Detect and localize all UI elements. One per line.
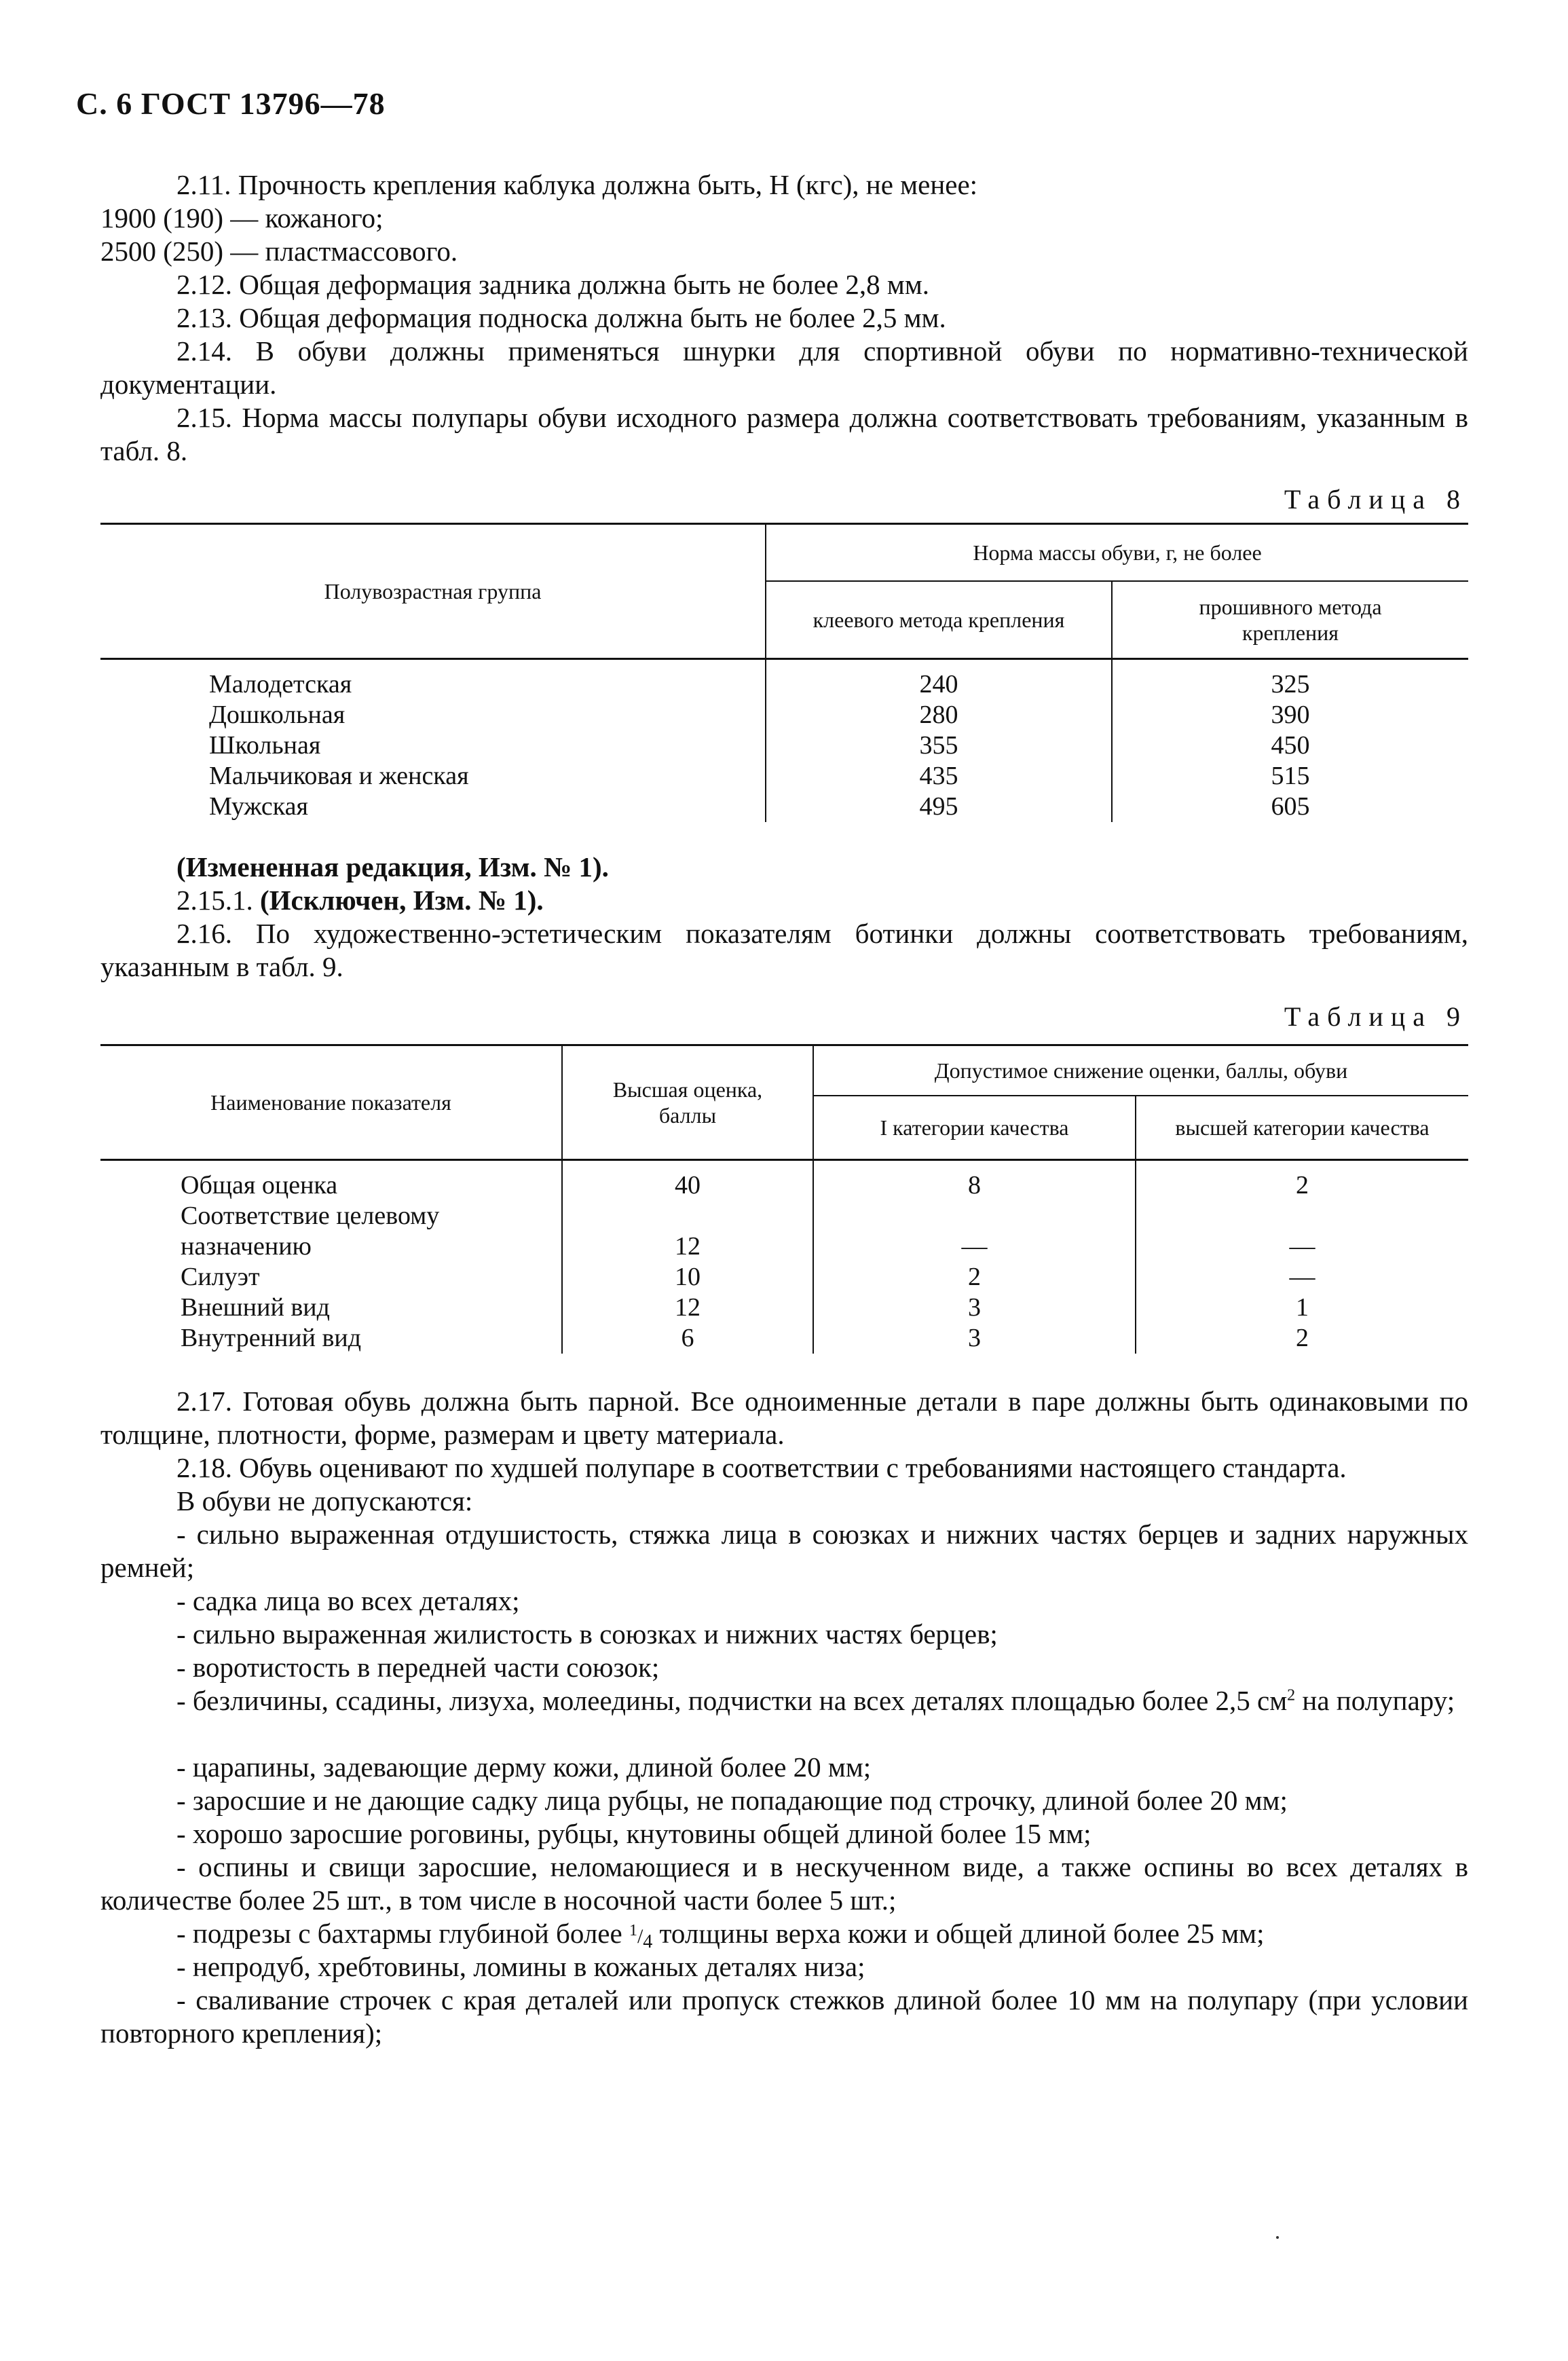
superscript: 2 xyxy=(1287,1686,1296,1705)
table8-row-stitch: 325 xyxy=(1112,669,1468,700)
table8-row xyxy=(100,761,1468,792)
table9-row xyxy=(100,1323,1468,1354)
table9-indicator-header: Наименование показателя xyxy=(210,1090,451,1115)
table9-row-cat1: — xyxy=(813,1201,1136,1262)
table8-row-glue: 495 xyxy=(766,792,1112,822)
page-header: С. 6 ГОСТ 13796—78 xyxy=(76,86,386,121)
table9-row-cat1: 8 xyxy=(813,1170,1136,1201)
para-2-11-leather: 1900 (190) — кожаного; xyxy=(100,202,384,234)
defect-item: - непродуб, хребтовины, ломины в кожаных деталях низа; xyxy=(176,1951,865,1982)
table9-row-name: Внешний вид xyxy=(181,1293,330,1322)
table9-row-topcat: 1 xyxy=(1136,1293,1468,1323)
not-allowed-intro: В обуви не допускаются: xyxy=(176,1485,473,1517)
defect-item xyxy=(100,1684,1468,1717)
table9-row-max: 12 xyxy=(562,1293,813,1323)
table9-row xyxy=(100,1201,1468,1262)
defect-item-text: на полупару; xyxy=(1295,1685,1455,1716)
para-2-11-plastic: 2500 (250) — пластмассового. xyxy=(100,236,458,267)
table8-row-glue: 280 xyxy=(766,700,1112,730)
table9-row-name: Соответствие целевому назначению xyxy=(181,1202,440,1261)
table8-row xyxy=(100,700,1468,730)
table9-row-name: Внутренний вид xyxy=(181,1324,362,1352)
fraction-numerator: 1 xyxy=(629,1922,637,1939)
table9-row-max: 10 xyxy=(562,1262,813,1293)
defect-item: - хорошо заросшие роговины, рубцы, кнутовины общей длиной более 15 мм; xyxy=(176,1818,1091,1849)
table-8 xyxy=(100,523,1468,822)
para-2-18: 2.18. Обувь оценивают по худшей полупаре в соответствии с требованиями настоящего стандарта. xyxy=(176,1452,1347,1483)
table8-row-name: Мальчиковая и женская xyxy=(209,762,469,790)
para-2-15-1-num: 2.15.1. xyxy=(176,885,253,916)
table9-row xyxy=(100,1262,1468,1293)
table8-row-name: Мужская xyxy=(209,792,309,821)
para-2-16: 2.16. По художественно-эстетическим показателям ботинки должны соответствовать требованиям, указанным в табл. 9. xyxy=(100,918,1468,982)
table8-row-stitch: 450 xyxy=(1112,730,1468,761)
table9-row-name: Общая оценка xyxy=(181,1171,338,1200)
table9-row xyxy=(100,1293,1468,1323)
table8-stitch-header: прошивного метода крепления xyxy=(1112,581,1468,659)
table9-caption: Таблица 9 xyxy=(1284,1001,1468,1032)
scan-dot xyxy=(1276,2236,1279,2239)
table9-top-cat-header: высшей категории качества xyxy=(1136,1096,1468,1160)
table9-row xyxy=(100,1170,1468,1201)
defect-item: - царапины, задевающие дерму кожи, длиной более 20 мм; xyxy=(176,1751,872,1783)
table9-max-score-header: Высшая оценка, баллы xyxy=(562,1045,813,1160)
amendment-note: (Измененная редакция, Изм. № 1). xyxy=(176,851,609,882)
table8-glue-header: клеевого метода крепления xyxy=(766,581,1112,659)
table8-row-stitch: 390 xyxy=(1112,700,1468,730)
para-2-15-1 xyxy=(176,884,544,917)
para-2-15: 2.15. Норма массы полупары обуви исходного размера должна соответствовать требованиям, указанным в табл. 8. xyxy=(100,402,1468,466)
defect-item-text: - безличины, ссадины, лизуха, молеедины, подчистки на всех деталях площадью более 2,5 см xyxy=(176,1685,1288,1716)
para-2-14: 2.14. В обуви должны применяться шнурки для спортивной обуви по нормативно-технической документации. xyxy=(100,335,1468,400)
table8-row-stitch: 515 xyxy=(1112,761,1468,792)
table9-row-cat1: 3 xyxy=(813,1323,1136,1354)
table9-row-cat1: 3 xyxy=(813,1293,1136,1323)
defect-item: - заросшие и не дающие садку лица рубцы, не попадающие под строчку, длиной более 20 мм; xyxy=(176,1785,1288,1816)
table9-row-topcat: 2 xyxy=(1136,1170,1468,1201)
table9-reduction-header: Допустимое снижение оценки, баллы, обуви xyxy=(813,1045,1468,1096)
table9-row-topcat: — xyxy=(1136,1262,1468,1293)
defect-item-text: - подрезы с бахтармы глубиной более xyxy=(176,1918,629,1949)
table8-row xyxy=(100,669,1468,700)
para-2-17: 2.17. Готовая обувь должна быть парной. Все одноименные детали в паре должны быть одинаковыми по толщине, плотности, форме, размерам и цвету материала. xyxy=(100,1386,1468,1450)
table8-col-group-header: Полувозрастная группа xyxy=(324,579,542,603)
para-2-11: 2.11. Прочность крепления каблука должна быть, Н (кгс), не менее: xyxy=(176,169,978,200)
para-2-15-1-text: (Исключен, Изм. № 1). xyxy=(260,885,544,916)
table9-row-name: Силуэт xyxy=(181,1263,260,1291)
table8-row-name: Школьная xyxy=(209,731,321,760)
defect-item: - сильно выраженная жилистость в союзках и нижних частях берцев; xyxy=(176,1618,998,1650)
table9-row-max: 12 xyxy=(562,1201,813,1262)
table8-caption: Таблица 8 xyxy=(1284,484,1468,515)
defect-item: - воротистость в передней части союзок; xyxy=(176,1652,660,1683)
para-2-13: 2.13. Общая деформация подноска должна быть не более 2,5 мм. xyxy=(176,302,946,333)
table9-row-topcat: — xyxy=(1136,1201,1468,1262)
table9-row-max: 6 xyxy=(562,1323,813,1354)
table8-row-glue: 355 xyxy=(766,730,1112,761)
defect-item xyxy=(176,1917,1265,1953)
table8-row-stitch: 605 xyxy=(1112,792,1468,822)
table9-cat1-header: I категории качества xyxy=(813,1096,1136,1160)
table8-row-glue: 435 xyxy=(766,761,1112,792)
defect-item: - сильно выраженная отдушистость, стяжка лица в союзках и нижних частях берцев и задних наружных ремней; xyxy=(100,1519,1468,1583)
fraction-denominator: 4 xyxy=(643,1931,653,1952)
table8-row xyxy=(100,792,1468,822)
table8-row-glue: 240 xyxy=(766,669,1112,700)
table9-row-max: 40 xyxy=(562,1170,813,1201)
table8-row-name: Дошкольная xyxy=(209,701,346,729)
defect-item-text: толщины верха кожи и общей длиной более 25 мм; xyxy=(652,1918,1265,1949)
table8-row xyxy=(100,730,1468,761)
defect-item: - садка лица во всех деталях; xyxy=(176,1585,520,1616)
table9-row-cat1: 2 xyxy=(813,1262,1136,1293)
para-2-12: 2.12. Общая деформация задника должна быть не более 2,8 мм. xyxy=(176,269,930,300)
table-9 xyxy=(100,1044,1468,1354)
defect-item: - оспины и свищи заросшие, неломающиеся и в нескученном виде, а также оспины во всех деталях в количестве более 25 шт., в том числе в носочной части более 5 шт.; xyxy=(100,1851,1468,1916)
fraction: $^1/_4$ xyxy=(629,1922,653,1952)
table9-row-topcat: 2 xyxy=(1136,1323,1468,1354)
table8-row-name: Малодетская xyxy=(209,670,352,699)
table8-norm-header: Норма массы обуви, г, не более xyxy=(766,524,1468,582)
defect-item: - сваливание строчек с края деталей или пропуск стежков длиной более 10 мм на полупару (при условии повторного крепления); xyxy=(100,1984,1468,2049)
